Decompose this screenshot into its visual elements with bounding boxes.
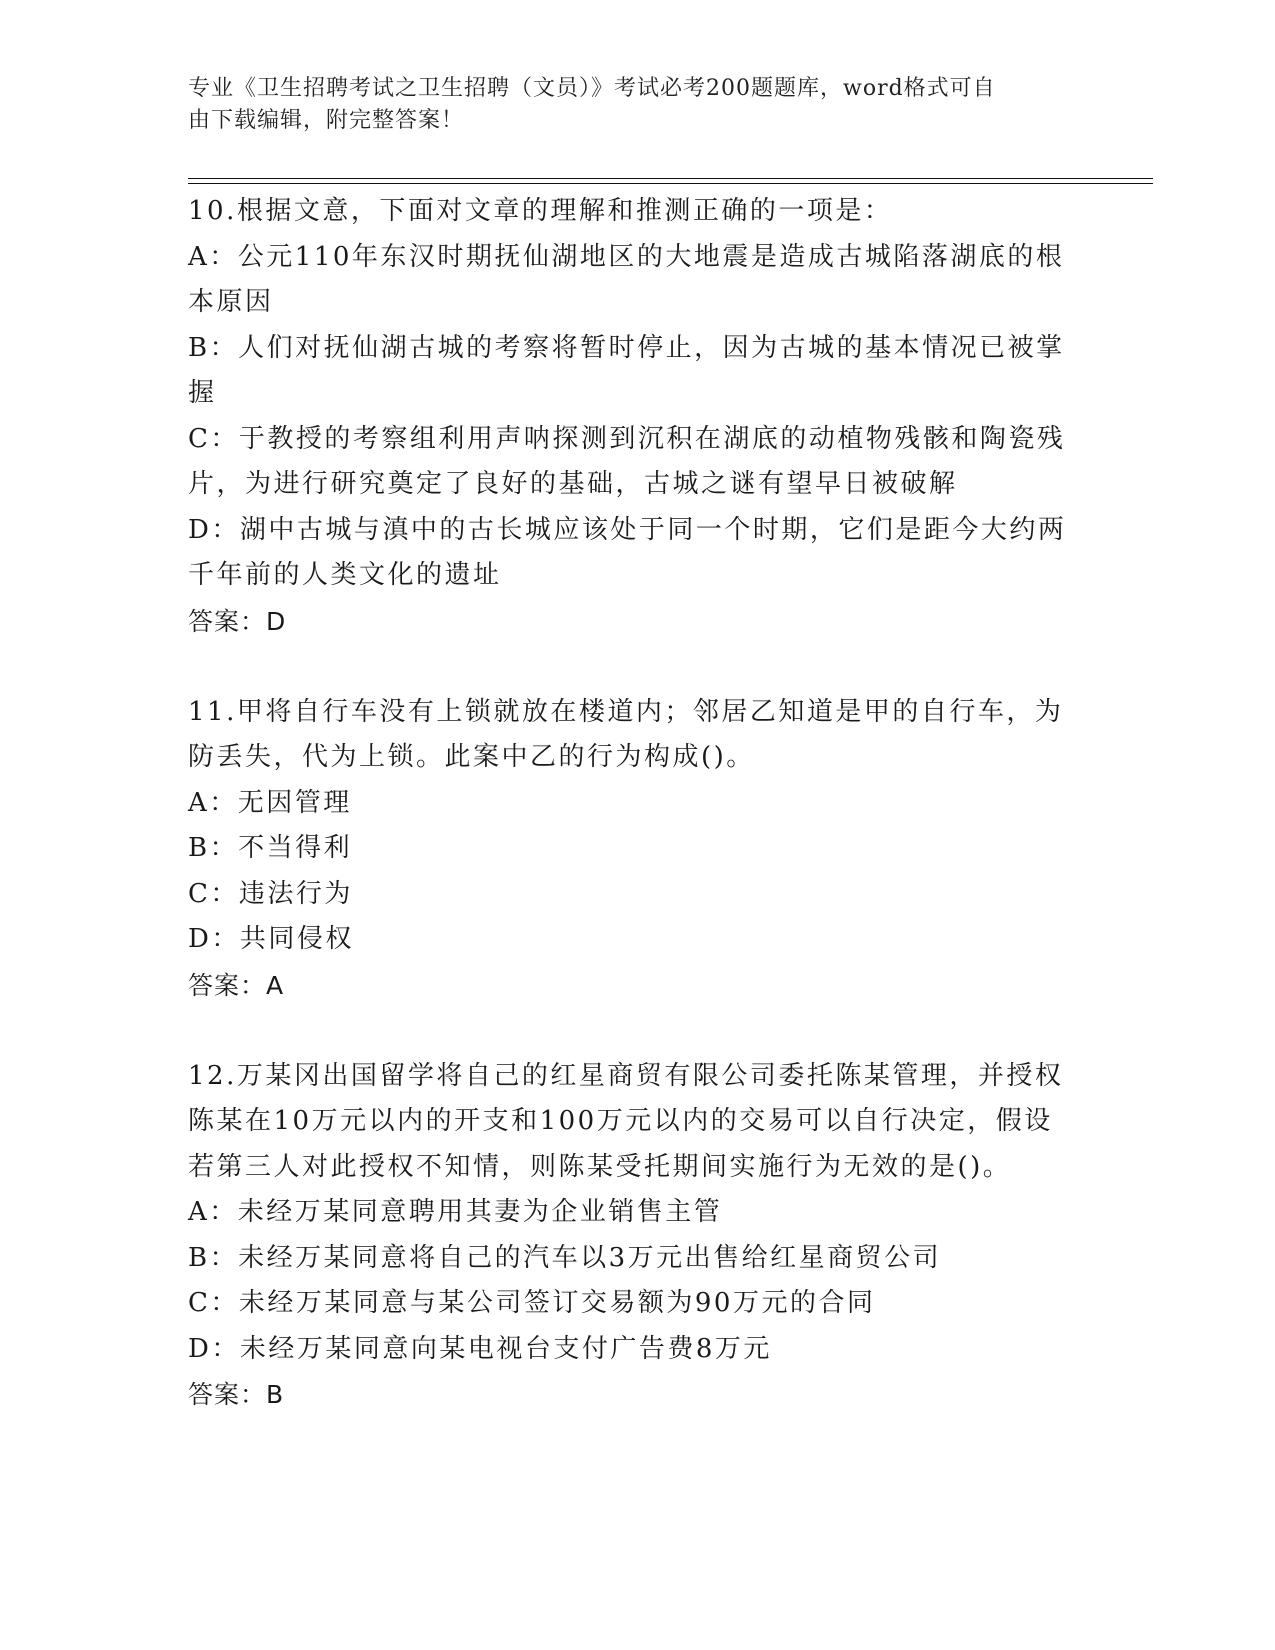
option-c: C：违法行为 (188, 878, 353, 909)
answer-line: 答案：D (188, 606, 287, 636)
option-b: B：未经万某同意将自己的汽车以3万元出售给红星商贸公司 (188, 1242, 942, 1273)
question-stem: 10.根据文意，下面对文章的理解和推测正确的一项是： (188, 196, 893, 226)
option-a: A：公元110年东汉时期抚仙湖地区的大地震是造成古城陷落湖底的根本原因 (188, 241, 1065, 317)
header-line-1: 专业《卫生招聘考试之卫生招聘（文员）》考试必考200题题库，word格式可自 (188, 76, 996, 101)
option-d: D：未经万某同意向某电视台支付广告费8万元 (188, 1333, 772, 1364)
header-divider-bottom (188, 183, 1153, 184)
question-spacer (188, 644, 1078, 690)
question-stem: 11.甲将自行车没有上锁就放在楼道内；邻居乙知道是甲的自行车，为防丢失，代为上锁。此案中乙的行为构成()。 (188, 696, 1064, 772)
answer-line: 答案：A (188, 970, 285, 1000)
option-b: B：不当得利 (188, 833, 353, 863)
option-b: B：人们对抚仙湖古城的考察将暂时停止，因为古城的基本情况已被掌握 (188, 332, 1065, 408)
question-10 (188, 189, 1078, 644)
option-a: A：无因管理 (188, 787, 352, 818)
document-header (188, 73, 1068, 137)
option-c: C：未经万某同意与某公司签订交易额为90万元的合同 (188, 1288, 876, 1318)
question-12 (188, 1054, 1078, 1418)
question-list (188, 189, 1078, 1418)
option-d: D：湖中古城与滇中的古长城应该处于同一个时期，它们是距今大约两千年前的人类文化的遗址 (188, 514, 1067, 590)
question-11 (188, 690, 1078, 1009)
answer-line: 答案：B (188, 1380, 285, 1409)
header-divider-top (188, 178, 1153, 179)
option-c: C：于教授的考察组利用声呐探测到沉积在湖底的动植物残骸和陶瓷残片，为进行研究奠定了良好的基础，古城之谜有望早日被破解 (188, 423, 1066, 499)
option-d: D：共同侵权 (188, 924, 354, 954)
question-spacer (188, 1008, 1078, 1054)
option-a: A：未经万某同意聘用其妻为企业销售主管 (188, 1197, 723, 1227)
header-line-2: 由下载编辑，附完整答案！ (188, 108, 465, 133)
question-stem: 12.万某冈出国留学将自己的红星商贸有限公司委托陈某管理，并授权陈某在10万元以内的开支和100万元以内的交易可以自行决定，假设若第三人对此授权不知情，则陈某受托期间实施行为无效的是()。 (188, 1060, 1064, 1182)
